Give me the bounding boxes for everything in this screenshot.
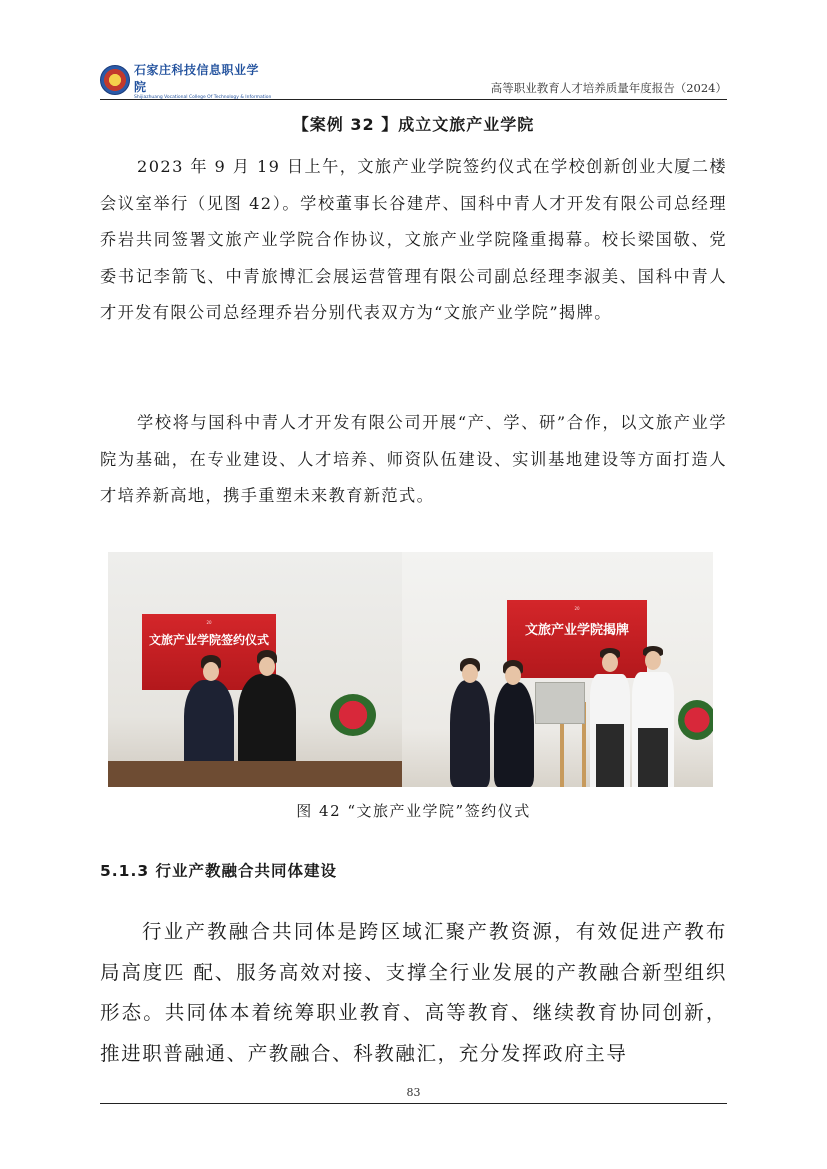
page-header xyxy=(100,60,727,100)
logo-text-cn: 石家庄科技信息职业学院 xyxy=(134,62,260,94)
case-paragraph-2: 学校将与国科中青人才开发有限公司开展“产、学、研”合作，以文旅产业学院为基础，在专业建设、人才培养、师资队伍建设、实训基地建设等方面打造人才培养新高地，携手重塑未来教育新范式。 xyxy=(100,413,727,505)
plaque xyxy=(535,682,585,724)
screen-title-right: 文旅产业学院揭牌 xyxy=(524,623,629,638)
person-left-2 xyxy=(238,674,296,769)
signing-table xyxy=(108,761,402,787)
footer-divider xyxy=(100,1103,727,1104)
person-left-1 xyxy=(184,680,234,770)
college-seal-icon xyxy=(100,65,130,95)
screen-banner-right xyxy=(507,600,647,678)
case-paragraph-1: 2023 年 9 月 19 日上午，文旅产业学院签约仪式在学校创新创业大厦二楼会议室举行（见图 42）。学校董事长谷建芹、国科中青人才开发有限公司总经理乔岩共同签署文旅产业学院合作协议，文旅产业学院隆重揭幕。校长梁国敬、党委书记李箭飞、中青旅博汇会展运营管理有限公司副总经理李淑美、国科中青人才开发有限公司总经理乔岩分别代表双方为“文旅产业学院”揭牌。 xyxy=(100,157,727,322)
screen-badge-right: 20 xyxy=(574,606,580,611)
flower-arrangement-right xyxy=(678,700,713,740)
report-title: 高等职业教育人才培养质量年度报告（2024） xyxy=(490,81,727,95)
screen-title-left: 文旅产业学院签约仪式 xyxy=(148,633,269,647)
photo-unveiling-ceremony xyxy=(402,552,713,787)
figure-caption: 图 42 “文旅产业学院”签约仪式 xyxy=(296,802,531,820)
person-right-1 xyxy=(450,680,490,787)
case-title: 【案例 32 】成立文旅产业学院 xyxy=(292,115,535,134)
photo-signing-ceremony xyxy=(108,552,402,787)
flower-arrangement-left xyxy=(330,694,376,736)
logo-text-en: Shijiazhuang Vocational College Of Technology & Information xyxy=(134,94,272,100)
header-divider xyxy=(100,99,727,100)
college-logo xyxy=(100,62,272,100)
page-number: 83 xyxy=(406,1086,421,1099)
person-right-2 xyxy=(494,682,534,787)
section-heading: 5.1.3 行业产教融合共同体建设 xyxy=(100,862,338,880)
section-paragraph: 行业产教融合共同体是跨区域汇聚产教资源，有效促进产教布局高度匹 配、服务高效对接、支撑全行业发展的产教融合新型组织形态。共同体本着统筹职业教育、高等教育、继续教育协同创新，推进职普融通、产教融合、科教融汇，充分发挥政府主导 xyxy=(100,920,727,1065)
screen-badge-left: 20 xyxy=(206,620,212,625)
